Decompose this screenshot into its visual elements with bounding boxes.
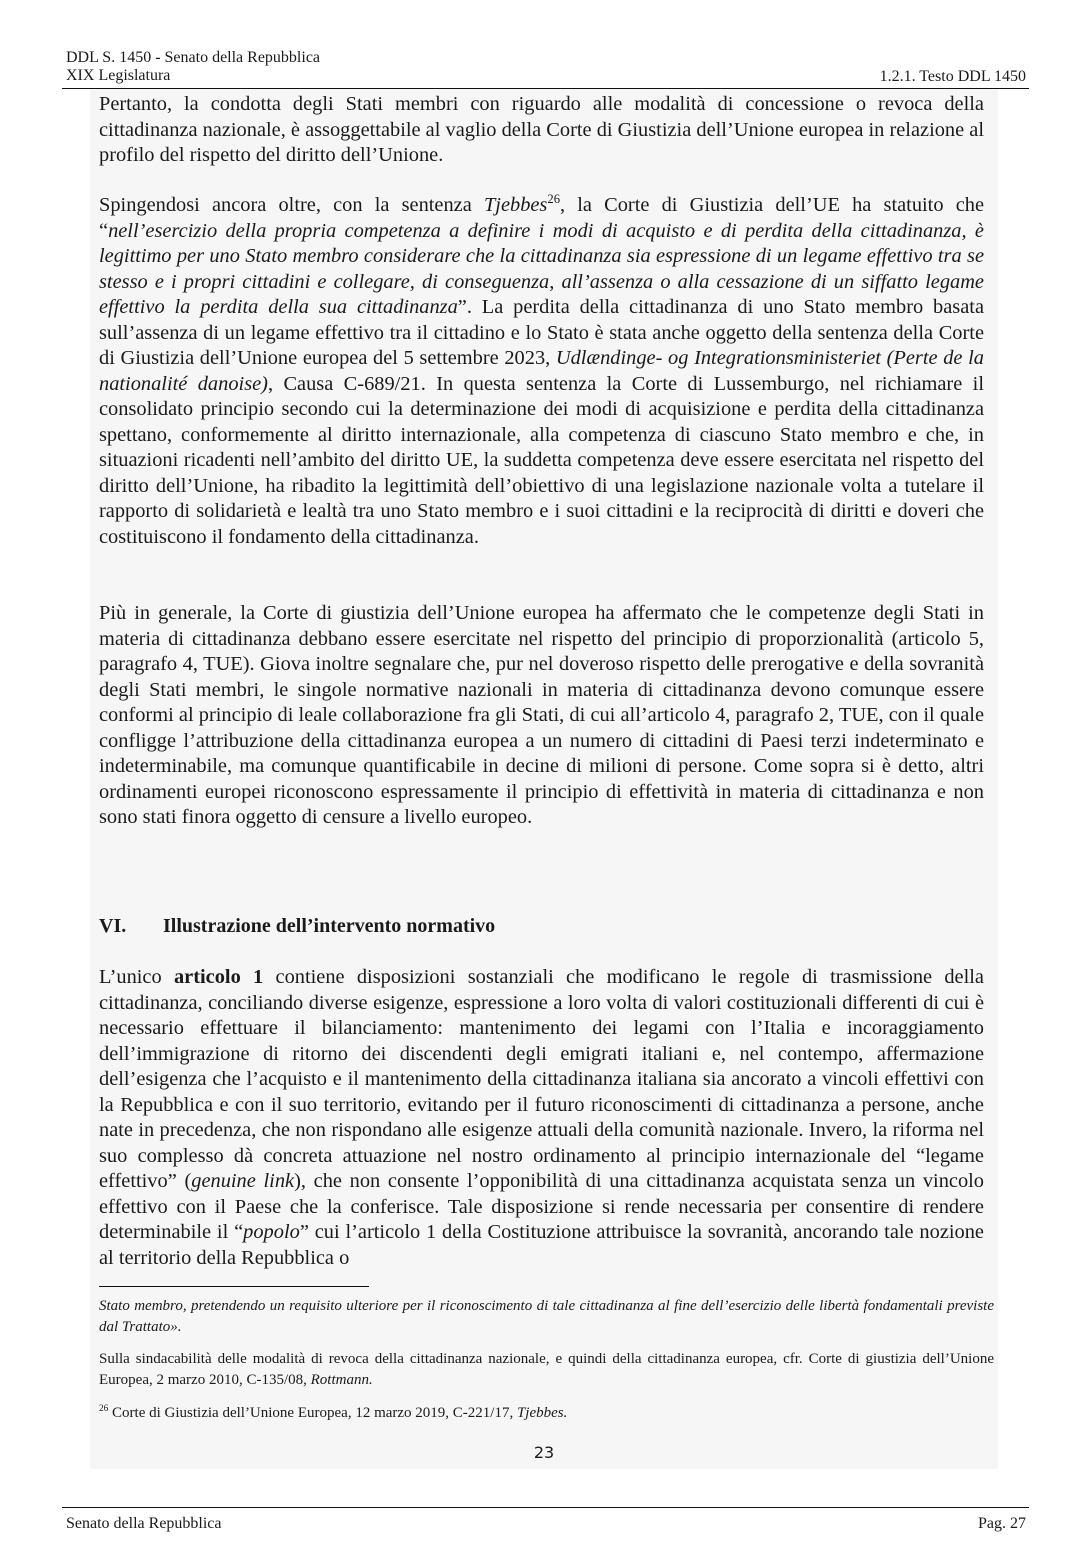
popolo-term: popolo [243,1221,300,1243]
footer-left: Senato della Repubblica [66,1515,222,1532]
section-heading [99,915,495,938]
page-number: 23 [533,1443,555,1462]
footnote-continuation: Stato membro, pretendendo un requisito ulteriore per il riconoscimento di tale cittadinanza al fine dell’esercizio delle libertà fondamentali previste dal Trattato». [99,1298,994,1335]
header-section-ref: 1.2.1. Testo DDL 1450 [879,68,1026,85]
footnote-26: $^{26}$ Corte di Giustizia dell’Unione Europea, 12 marzo 2019, C-221/17, Tjebbes. [99,1404,568,1421]
footnote-rottmann: Sulla sindacabilità delle modalità di revoca della cittadinanza nazionale, e quindi della cittadinanza europea, cfr. Corte di giustizia dell’Unione Europea, 2 marzo 2010, C-135/08, Rottmann. [99,1351,994,1388]
footer-divider [62,1507,1029,1508]
paragraph-4: L’unico articolo 1 contiene disposizioni sostanziali che modificano le regole di trasmissione della cittadinanza, conciliando diverse esigenze, espressione a loro volta di valori costituzionali differenti di cui è necessario effettuare il bilanciamento: mantenimento dei legami con l’Italia e incoraggiamento dell’immigrazione di ritorno dei discendenti degli emigrati italiani e, nel contempo, affermazione dell’esigenza che l’acquisto e il mantenimento della cittadinanza italiana sia ancorato a vincoli effettivi con la Repubblica e con il suo territorio, evitando per il futuro riconoscimenti di cittadinanza a persone, anche nate in precedenza, che non rispondano alle esigenze attuali della comunità nazionale. Invero, la riforma nel suo complesso dà concreta attuazione nel nostro ordinamento al principio internazionale del “legame effettivo” (genuine link), che non consente l’opponibilità di una cittadinanza acquistata senza un vincolo effettivo con il Paese che la conferisce. Tale disposizione si rende necessaria per consentire di rendere determinabile il “popolo” cui l’articolo 1 della Costituzione attribuisce la sovranità, ancorando tale nozione al territorio della Repubblica o [99,966,985,1269]
paragraph-2: Spingendosi ancora oltre, con la sentenza Tjebbes$^{26}$, la Corte di Giustizia dell’UE ha statuito che “nell’esercizio della propria competenza a definire i modi di acquisto e di perdita della cittadinanza, è legittimo per uno Stato membro considerare che la cittadinanza sia espressione di un legame effettivo tra se stesso e i propri cittadini e collegare, di conseguenza, all’assenza o alla cessazione di un siffatto legame effettivo la perdita della sua cittadinanza”. La perdita della cittadinanza di uno Stato membro basata sull’assenza di un legame effettivo tra il cittadino e lo Stato è stata anche oggetto della sentenza della Corte di Giustizia dell’Unione europea del 5 settembre 2023, Udlændinge- og Integrationsministeriet (Perte de la nationalité danoise), Causa C-689/21. In questa sentenza la Corte di Lussemburgo, nel richiamare il consolidato principio secondo cui la determinazione dei modi di acquisizione e perdita della cittadinanza spettano, conformemente al diritto internazionale, alla competenza di ciascuno Stato membro e che, in situazioni ricadenti nell’ambito del diritto UE, la suddetta competenza deve essere esercitata nel rispetto del diritto dell’Unione, ha ribadito la legittimità dell’obiettivo di una legislazione nazionale volta a tutelare il rapporto di solidarietà e lealtà tra uno Stato membro e i suoi cittadini e la reciprocità di diritti e doveri che costituiscono il fondamento della cittadinanza. [99,192,984,548]
header-document-title: DDL S. 1450 - Senato della Repubblica [66,49,321,66]
case-name-tjebbes: Tjebbes [483,194,548,216]
page-content [90,89,998,1469]
header-left [66,49,320,85]
section-title: Illustrazione dell’intervento normativo [163,915,496,937]
section-number: VI. [99,915,127,937]
quotation: nell’esercizio della propria competenza a definire i modi di acquisto e di perdita della cittadinanza, è legittimo per uno Stato membro considerare che la cittadinanza sia espressione di un legame effettivo tra se stesso e i propri cittadini e collegare, di conseguenza, all’assenza o alla cessazione di un siffatto legame effettivo la perdita della sua cittadinanza [99,219,984,318]
paragraph-3: Più in generale, la Corte di giustizia dell’Unione europea ha affermato che le competenze degli Stati in materia di cittadinanza debbano essere esercitate nel rispetto del principio di proporzionalità (articolo 5, paragrafo 4, TUE). Giova inoltre segnalare che, pur nel doveroso rispetto delle prerogative e della sovranità degli Stati membri, le singole normative nazionali in materia di cittadinanza devono comunque essere conformi al principio di leale collaborazione fra gli Stati, di cui all’articolo 4, paragrafo 2, TUE, con il quale confligge l’attribuzione della cittadinanza europea a un numero di cittadini di Paesi terzi indeterminato e indeterminabile, ma comunque quantificabile in decine di milioni di persone. Come sopra si è detto, altri ordinamenti europei riconoscono espressamente il principio di effettività in materia di cittadinanza e non sono stati finora oggetto di censure a livello europeo. [99,602,984,828]
footnote-divider [99,1286,369,1287]
case-name-danish: Udlændinge- og Integrationsministeriet (Perte de la nationalité danoise) [99,347,984,395]
footnote-ref-26[interactable]: 26 [547,192,560,207]
header-legislature: XIX Legislatura [66,67,171,84]
paragraph-1: Pertanto, la condotta degli Stati membri con riguardo alle modalità di concessione o revoca della cittadinanza nazionale, è assoggettabile al vaglio della Corte di Giustizia dell’Unione europea in relazione al profilo del rispetto del diritto dell’Unione. [99,93,984,166]
article-label: articolo 1 [173,966,264,988]
footer-page: Pag. 27 [978,1515,1026,1532]
genuine-link-term: genuine link [191,1170,295,1192]
